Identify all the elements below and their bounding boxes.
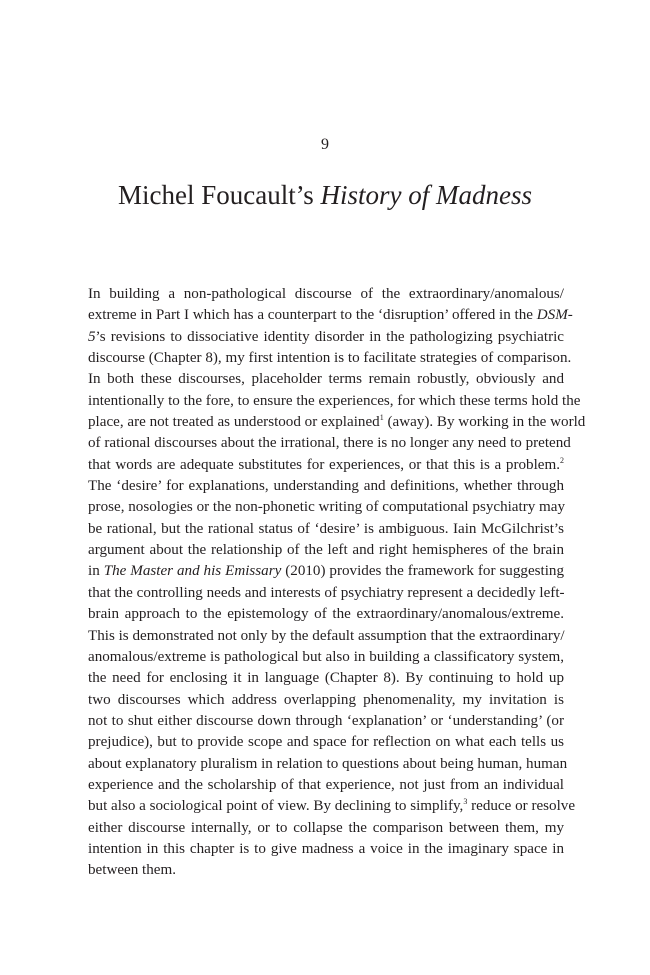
text-run: that words are adequate substitutes for experiences, or that this is a problem. — [88, 456, 560, 473]
text-line — [88, 369, 564, 390]
text-run: not to shut either discourse down through ‘explanation’ or ‘understanding’ (or — [88, 712, 564, 729]
text-run: between them. — [88, 862, 177, 879]
text-line — [88, 754, 568, 775]
text-run: anomalous/extreme is pathological but also in building a classificatory system, — [88, 648, 564, 665]
text-run: intention in this chapter is to give madness a voice in the imaginary space in — [88, 840, 564, 857]
text-run: brain approach to the epistemology of the extraordinary/anomalous/extreme. — [88, 606, 564, 623]
text-line — [88, 327, 564, 348]
text-run: two discourses which address overlapping phenomenality, my invitation is — [88, 691, 564, 708]
text-line — [88, 348, 572, 369]
text-run: in — [88, 563, 104, 580]
text-run: but also a sociological point of view. By declining to simplify, — [88, 798, 464, 815]
text-line — [88, 668, 564, 689]
text-run: be rational, but the rational status of ‘desire’ is ambiguous. Iain McGilchrist’s — [88, 520, 564, 537]
text-line — [88, 412, 586, 433]
text-run: ’s revisions to dissociative identity disorder in the pathologizing psychiatric — [95, 328, 564, 345]
text-run: discourse (Chapter 8), my first intention is to facilitate strategies of comparison. — [88, 350, 572, 367]
text-run: of rational discourses about the irrational, there is no longer any need to pretend — [88, 435, 571, 452]
text-run: reduce or resolve — [467, 798, 576, 815]
text-run: argument about the relationship of the left and right hemispheres of the brain — [88, 542, 564, 559]
text-run: This is demonstrated not only by the default assumption that the extraordinary/ — [88, 627, 565, 644]
text-run: (2010) provides the framework for suggesting — [281, 563, 564, 580]
text-line — [88, 860, 564, 881]
text-line — [88, 818, 564, 839]
text-run: that the controlling needs and interests of psychiatry represent a decidedly left- — [88, 584, 565, 601]
body-paragraph — [88, 284, 586, 882]
text-run: In building a non-pathological discourse of the extraordinary/anomalous/ — [88, 286, 564, 302]
italic-text: 5 — [88, 328, 96, 345]
chapter-title-italic: History of Madness — [320, 180, 532, 210]
text-line — [88, 732, 564, 753]
text-line — [88, 433, 571, 454]
text-run: (away). By working in the world — [383, 414, 586, 431]
chapter-title-plain: Michel Foucault’s — [118, 180, 321, 210]
text-run: experience and the scholarship of that experience, not just from an individual — [88, 776, 564, 793]
text-run: The ‘desire’ for explanations, understanding and definitions, whether through — [88, 478, 564, 495]
text-run: prejudice), but to provide scope and space for reflection on what each tells us — [88, 734, 564, 751]
text-line — [88, 775, 564, 796]
text-line — [88, 391, 581, 412]
text-line — [88, 626, 564, 647]
italic-text: The Master and his Emissary — [103, 563, 282, 580]
text-line — [88, 690, 564, 711]
text-run: extreme in Part I which has a counterpart to the ‘disruption’ offered in the — [88, 307, 537, 324]
text-line — [88, 796, 576, 817]
text-line — [88, 455, 564, 476]
text-line — [88, 711, 564, 732]
footnote-marker: 1 — [379, 413, 384, 423]
text-line — [88, 540, 564, 561]
footnote-marker: 2 — [560, 455, 564, 465]
text-line — [88, 519, 564, 540]
text-line — [88, 839, 564, 860]
text-run: intentionally to the fore, to ensure the experiences, for which these terms hold the — [88, 392, 581, 409]
text-line — [88, 561, 564, 582]
text-line — [88, 476, 564, 497]
text-run: the need for enclosing it in language (Chapter 8). By continuing to hold up — [88, 670, 564, 687]
text-line — [88, 604, 564, 625]
text-run: In both these discourses, placeholder terms remain robustly, obviously and — [88, 371, 564, 388]
text-line — [88, 497, 564, 518]
chapter-title — [0, 180, 650, 211]
text-line — [88, 647, 564, 668]
italic-text: DSM- — [536, 307, 573, 324]
text-run: either discourse internally, or to collapse the comparison between them, my — [88, 819, 564, 836]
text-run: place, are not treated as understood or explained — [88, 414, 380, 431]
text-run: prose, nosologies or the non-phonetic writing of computational psychiatry may — [88, 499, 566, 516]
text-line — [88, 583, 564, 604]
text-line — [88, 284, 564, 305]
text-run: about explanatory pluralism in relation to questions about being human, human — [88, 755, 568, 772]
footnote-marker: 3 — [463, 797, 468, 807]
chapter-number: 9 — [321, 136, 329, 153]
text-line — [88, 305, 573, 326]
